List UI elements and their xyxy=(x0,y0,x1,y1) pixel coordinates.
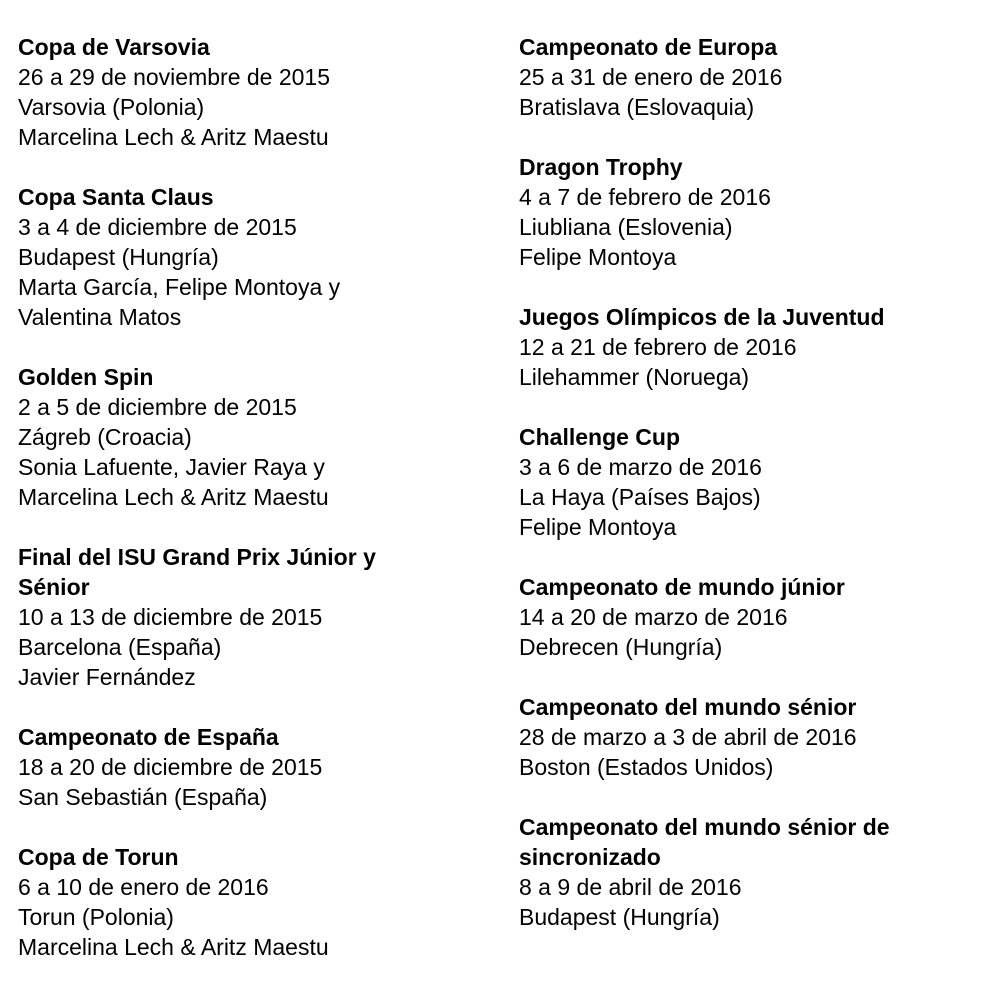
event-campeonato-de-europa xyxy=(519,32,989,122)
event-place: La Haya (Países Bajos) xyxy=(519,484,761,510)
event-dragon-trophy xyxy=(519,152,989,272)
event-participants: Marta García, Felipe Montoya y xyxy=(18,274,341,300)
event-title: Dragon Trophy xyxy=(519,154,683,180)
event-dates: 8 a 9 de abril de 2016 xyxy=(519,874,742,900)
event-dates: 10 a 13 de diciembre de 2015 xyxy=(18,604,323,630)
event-campeonato-de-espana xyxy=(18,722,488,812)
event-final-isu-grand-prix xyxy=(18,542,488,692)
event-title: Campeonato de mundo júnior xyxy=(519,574,845,600)
event-place: Debrecen (Hungría) xyxy=(519,634,723,660)
event-campeonato-mundo-senior xyxy=(519,692,989,782)
event-dates: 4 a 7 de febrero de 2016 xyxy=(519,184,771,210)
event-place: Boston (Estados Unidos) xyxy=(519,754,774,780)
event-place: Budapest (Hungría) xyxy=(18,244,219,270)
event-participants: Sonia Lafuente, Javier Raya y xyxy=(18,454,325,480)
event-participants-cont: Valentina Matos xyxy=(18,304,182,330)
event-campeonato-mundo-sincronizado xyxy=(519,812,989,932)
event-dates: 6 a 10 de enero de 2016 xyxy=(18,874,269,900)
event-title: Copa de Varsovia xyxy=(18,34,210,60)
event-title: Golden Spin xyxy=(18,364,154,390)
event-copa-santa-claus xyxy=(18,182,488,332)
event-dates: 25 a 31 de enero de 2016 xyxy=(519,64,783,90)
event-juegos-olimpicos-juventud xyxy=(519,302,989,392)
event-place: Torun (Polonia) xyxy=(18,904,174,930)
event-dates: 3 a 6 de marzo de 2016 xyxy=(519,454,762,480)
event-participants-cont: Marcelina Lech & Aritz Maestu xyxy=(18,484,329,510)
event-campeonato-mundo-junior xyxy=(519,572,989,662)
event-copa-de-varsovia xyxy=(18,32,488,152)
event-dates: 26 a 29 de noviembre de 2015 xyxy=(18,64,331,90)
event-place: Varsovia (Polonia) xyxy=(18,94,205,120)
event-participants: Javier Fernández xyxy=(18,664,196,690)
event-dates: 14 a 20 de marzo de 2016 xyxy=(519,604,788,630)
right-column xyxy=(519,32,989,962)
event-title: Copa Santa Claus xyxy=(18,184,214,210)
event-place: Bratislava (Eslovaquia) xyxy=(519,94,755,120)
event-place: San Sebastián (España) xyxy=(18,784,268,810)
event-dates: 18 a 20 de diciembre de 2015 xyxy=(18,754,323,780)
event-copa-de-torun xyxy=(18,842,488,962)
event-title-cont: sincronizado xyxy=(519,844,661,870)
event-title: Copa de Torun xyxy=(18,844,179,870)
event-place: Zágreb (Croacia) xyxy=(18,424,192,450)
event-title-cont: Sénior xyxy=(18,574,90,600)
event-title: Campeonato del mundo sénior xyxy=(519,694,857,720)
event-title: Campeonato de España xyxy=(18,724,279,750)
event-dates: 2 a 5 de diciembre de 2015 xyxy=(18,394,297,420)
event-title: Juegos Olímpicos de la Juventud xyxy=(519,304,885,330)
event-place: Barcelona (España) xyxy=(18,634,222,660)
event-dates: 12 a 21 de febrero de 2016 xyxy=(519,334,797,360)
left-column xyxy=(18,32,488,992)
event-place: Budapest (Hungría) xyxy=(519,904,720,930)
event-dates: 3 a 4 de diciembre de 2015 xyxy=(18,214,297,240)
event-participants: Marcelina Lech & Aritz Maestu xyxy=(18,934,329,960)
event-golden-spin xyxy=(18,362,488,512)
event-place: Liubliana (Eslovenia) xyxy=(519,214,733,240)
event-title: Campeonato del mundo sénior de xyxy=(519,814,890,840)
event-title: Campeonato de Europa xyxy=(519,34,778,60)
event-participants: Marcelina Lech & Aritz Maestu xyxy=(18,124,329,150)
event-place: Lilehammer (Noruega) xyxy=(519,364,750,390)
event-challenge-cup xyxy=(519,422,989,542)
event-participants: Felipe Montoya xyxy=(519,514,677,540)
event-title: Challenge Cup xyxy=(519,424,681,450)
event-participants: Felipe Montoya xyxy=(519,244,677,270)
event-dates: 28 de marzo a 3 de abril de 2016 xyxy=(519,724,857,750)
event-title: Final del ISU Grand Prix Júnior y xyxy=(18,544,376,570)
